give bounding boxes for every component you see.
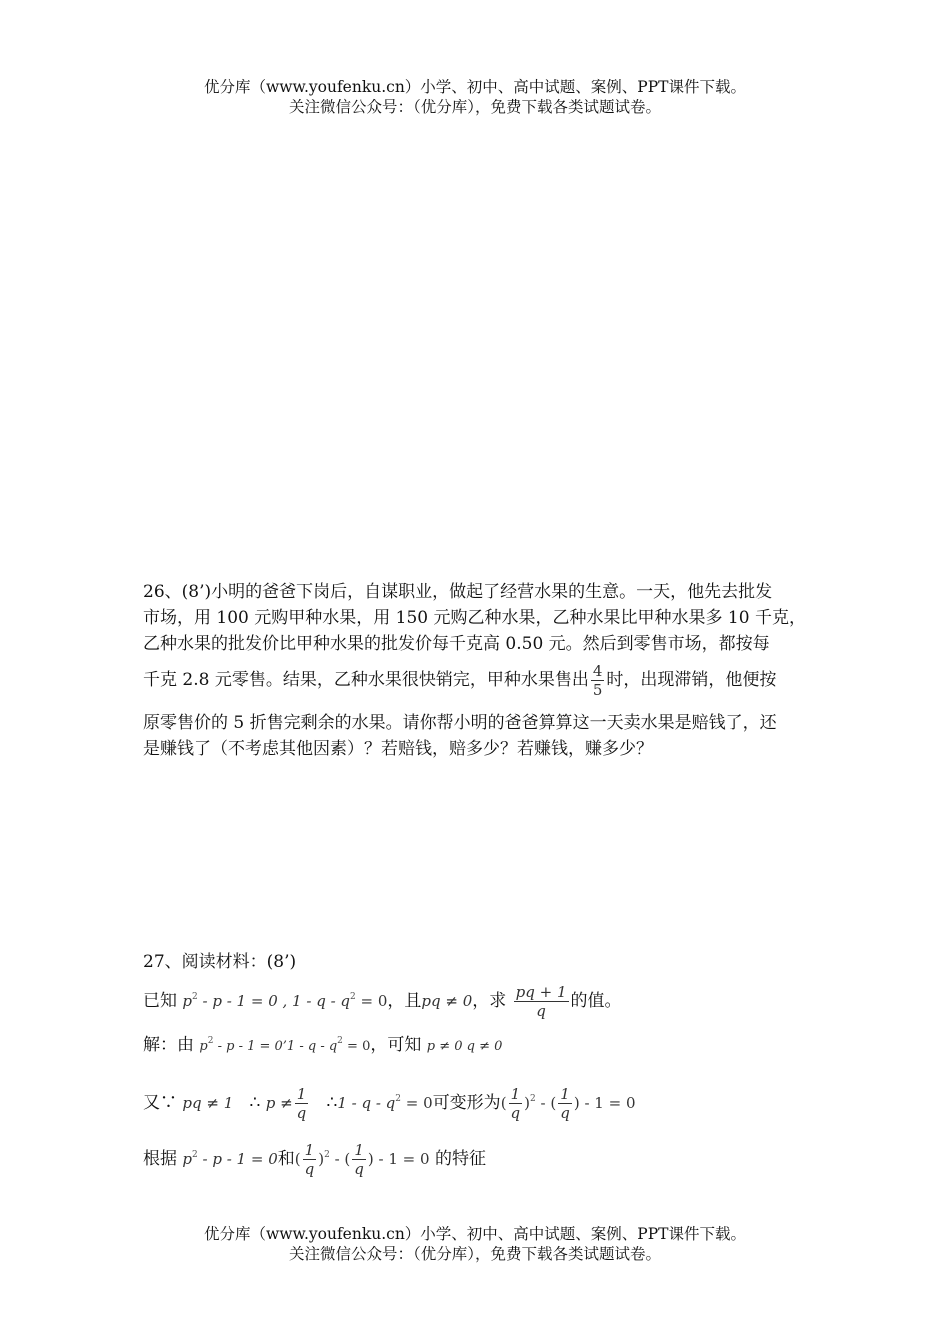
therefore-symbol: ∴ [326, 1093, 338, 1113]
equation-solution-end: = 0 [342, 1039, 371, 1054]
fraction-numerator: 1 [510, 1085, 521, 1103]
transform-text: 可变形为 [432, 1093, 501, 1113]
equation-p: p [182, 1150, 193, 1168]
q27-line-1 [143, 983, 622, 1020]
header-line-1: 优分库（www.youfenku.cn）小学、初中、高中试题、案例、PPT课件下载。 [203, 78, 747, 96]
fraction-denominator: 5 [592, 681, 603, 699]
q27-title: 27、阅读材料：(8’) [143, 952, 297, 972]
equation-p-ne: p ≠ [265, 1094, 293, 1112]
header [0, 77, 950, 117]
footer [0, 1224, 950, 1264]
q26-line-4-text-end: 时，出现滞销，他便按 [606, 670, 777, 690]
equation-according-end: - 1 = 0 [373, 1150, 430, 1168]
q26-line-3: 乙种水果的批发价比甲种水果的批发价每千克高 0.50 元。然后到零售市场，都按每 [143, 634, 770, 654]
exponent: 2 [192, 1150, 198, 1160]
q26-line-4-text: 千克 2.8 元零售。结果，乙种水果很快销完，甲种水果售出 [143, 670, 589, 690]
given-label: 已知 [143, 991, 177, 1011]
header-line-2: 关注微信公众号：（优分库），免费下载各类试题试卷。 [288, 98, 661, 116]
exponent: 2 [350, 992, 356, 1002]
and-text: ，且 [387, 991, 422, 1011]
equation-p: p [182, 992, 193, 1010]
equation-solution: - p - 1 = 0’1 - q - q [213, 1039, 338, 1054]
exponent: 2 [207, 1036, 214, 1046]
equation-q: 1 - q - q [337, 1094, 396, 1112]
equation-given: - p - 1 = 0 , 1 - q - q [197, 992, 351, 1010]
q26-line-6: 是赚钱了（不考虑其他因素）？若赔钱，赔多少？若赚钱，赚多少？ [143, 739, 653, 759]
exponent: 2 [337, 1036, 343, 1046]
exponent: 2 [395, 1094, 402, 1104]
fraction-numerator: pq + 1 [515, 983, 567, 1001]
fraction-denominator: q [514, 1001, 569, 1020]
known-text: ，可知 [370, 1035, 422, 1055]
therefore-symbol: ∴ [249, 1093, 261, 1113]
exponent: 2 [324, 1150, 330, 1160]
fraction-denominator: q [304, 1160, 315, 1178]
exponent: 2 [530, 1094, 536, 1104]
equation-p: p [199, 1039, 208, 1054]
equation-q-end: = 0 [401, 1094, 433, 1112]
fraction-denominator: q [354, 1160, 364, 1178]
ask-text: ，求 [472, 991, 507, 1011]
solution-label: 解：由 [143, 1035, 194, 1055]
footer-line-1: 优分库（www.youfenku.cn）小学、初中、高中试题、案例、PPT课件下载。 [203, 1225, 747, 1243]
value-text: 的值。 [570, 991, 622, 1011]
fraction-1-over-q [352, 1141, 366, 1178]
footer-line-2: 关注微信公众号：（优分库），免费下载各类试题试卷。 [288, 1245, 661, 1263]
fraction-1-over-q [558, 1085, 572, 1122]
equation-given-end: = 0 [355, 992, 388, 1010]
exponent: 2 [192, 992, 198, 1002]
according-label: 根据 [143, 1149, 177, 1169]
equation-according: - p - 1 = 0 [197, 1150, 278, 1168]
q27-line-4: 根据 $p^2 - p - 1 = 0$和( $\frac{1}{q}$ )$^2$ - ( $\frac{1}{q}$ ) - 1 = 0 的特征 [143, 1141, 486, 1178]
fraction-numerator: 4 [592, 662, 603, 680]
equation-pq-ne-1: pq ≠ 1 [182, 1094, 234, 1112]
q26-line-5: 原零售价的 5 折售完剩余的水果。请你帮小明的爸爸算算这一天卖水果是赔钱了，还 [143, 713, 777, 733]
fraction-numerator: 1 [354, 1141, 364, 1159]
because-label: 又∵ [143, 1093, 177, 1113]
feature-text: 的特征 [434, 1149, 486, 1169]
fraction-numerator: 1 [296, 1085, 307, 1103]
fraction-pq-plus-1-over-q [514, 983, 569, 1020]
equation-transformed-end: - 1 = 0 [579, 1094, 636, 1112]
equation-nonzero: p ≠ 0 q ≠ 0 [426, 1039, 503, 1054]
fraction-1-over-q [303, 1141, 317, 1178]
fraction-denominator: q [560, 1104, 570, 1122]
fraction-numerator: 1 [304, 1141, 315, 1159]
q27-line-3: 又∵ pq ≠ 1 ∴ p ≠ $\frac{1}{q}$ ∴1 - $q - q^2 = 0$可变形为( $\frac{1}{q}$ )$^2$ - ( $\frac{1}{q}$ ) - 1 = 0 [143, 1085, 636, 1122]
q26-line-2: 市场，用 100 元购甲种水果，用 150 元购乙种水果，乙种水果比甲种水果多 10 千克， [143, 608, 806, 628]
q26-line-4 [143, 662, 776, 699]
equation-pq-nonzero: pq ≠ 0 [421, 992, 473, 1010]
q26-line-1: 26、(8’)小明的爸爸下岗后，自谋职业，做起了经营水果的生意。一天，他先去批发 [143, 582, 773, 602]
fraction-numerator: 1 [560, 1085, 570, 1103]
q27-line-2 [143, 1030, 502, 1058]
fraction-four-fifths [591, 662, 605, 699]
fraction-1-over-q [295, 1085, 309, 1122]
fraction-denominator: q [296, 1104, 307, 1122]
and-text: 和 [277, 1149, 295, 1169]
fraction-denominator: q [510, 1104, 521, 1122]
fraction-1-over-q [509, 1085, 523, 1122]
